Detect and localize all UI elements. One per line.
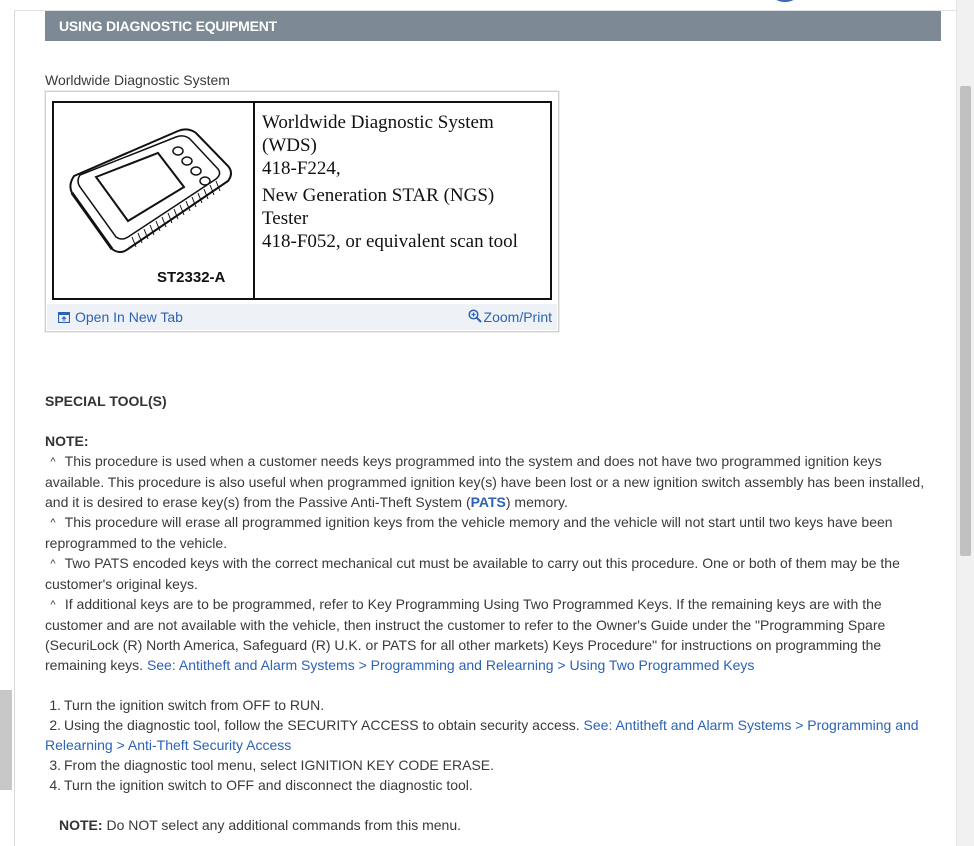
step-text: Turn the ignition switch from OFF to RUN. [64,697,325,713]
note-item [45,451,935,512]
vertical-scrollbar[interactable] [956,0,974,846]
note-text: This procedure is used when a customer needs keys programmed into the system and does not have two programmed ignition keys available. This procedure is also useful when programmed ignition key(s) have been lost or a new ignition switch assembly has been installed, and it is desired to erase key(s) from the Passive Anti-Theft System ( [45,453,925,510]
note-text: Two PATS encoded keys with the correct mechanical cut must be available to carry out this procedure. One or both of them may be the customer's original keys. [45,555,900,592]
procedure-content [45,391,935,835]
see-link-two-programmed-keys[interactable]: See: Antitheft and Alarm Systems > Programming and Relearning > Using Two Programmed Keys [146,657,755,673]
step-text: Using the diagnostic tool, follow the SECURITY ACCESS to obtain security access. [64,717,580,733]
tool-description [262,111,552,253]
figure-divider [253,103,255,298]
note-item [45,512,935,553]
tool-line: (WDS) [262,135,317,156]
step-item [45,755,935,775]
caret-bullet-icon: ^ [50,599,56,611]
note-heading: NOTE: [45,433,89,449]
see-link-security-access[interactable]: See: Antitheft and Alarm Systems > Programming and Relearning > Anti-Theft Security Access [45,717,919,753]
note-text: This procedure will erase all programmed ignition keys from the vehicle memory and the vehicle will not start until two keys have been reprogrammed to the vehicle. [45,514,893,551]
section-header: USING DIAGNOSTIC EQUIPMENT [45,11,941,41]
step-number: 3. [49,757,61,773]
final-note-label: NOTE: [59,817,103,833]
figure-illustration [52,101,552,300]
open-new-tab-link[interactable] [58,309,183,325]
step-item [45,715,935,755]
scrollbar-thumb[interactable] [960,86,971,556]
figure-code: ST2332-A [157,269,226,286]
figure-footer [47,304,557,330]
step-text: From the diagnostic tool menu, select IGNITION KEY CODE ERASE. [64,757,495,773]
left-scrollbar-thumb[interactable] [0,690,12,790]
step-text: Turn the ignition switch to OFF and disconnect the diagnostic tool. [64,777,473,793]
note-item [45,553,935,594]
zoom-print-label[interactable]: Zoom/Print [483,309,552,325]
step-number: 4. [49,777,61,793]
scan-tool-device-icon [66,121,236,261]
tool-line: Worldwide Diagnostic System [262,112,494,133]
tool-line: Tester [262,208,309,229]
note-text: ) memory. [505,494,568,510]
zoom-print-link[interactable] [468,309,552,325]
final-note-text: Do NOT select any additional commands from this menu. [106,817,462,833]
tool-line: 418-F052, or equivalent scan tool [262,231,518,252]
special-tools-heading: SPECIAL TOOL(S) [45,393,167,409]
step-item [45,775,935,795]
final-note [45,815,935,835]
open-new-tab-label[interactable]: Open In New Tab [75,309,183,325]
caret-bullet-icon: ^ [50,558,56,570]
step-number: 2. [49,717,61,733]
caret-bullet-icon: ^ [50,517,56,529]
figure-container [45,91,559,332]
tool-line: New Generation STAR (NGS) [262,185,495,206]
step-item [45,695,935,715]
pats-term: PATS [470,494,506,510]
open-new-tab-icon [58,312,70,323]
note-item [45,594,935,675]
note-text: If additional keys are to be programmed, refer to Key Programming Using Two Programmed Keys. If the remaining keys are with the customer and are not available with the vehicle, then instruct the customer to refer to the Owner's Guide under the "Programming Spare (SecuriLock (R) North America, Safeguard (R) U.K. or PATS for all other markets) Keys Procedure" for instructions on programming the remaining keys. [45,596,886,673]
figure-caption: Worldwide Diagnostic System [45,72,230,88]
top-bar-edge [14,0,960,11]
tool-line: 418-F224, [262,158,341,179]
step-number: 1. [49,697,61,713]
caret-bullet-icon: ^ [50,456,56,468]
magnifier-icon [468,309,482,323]
